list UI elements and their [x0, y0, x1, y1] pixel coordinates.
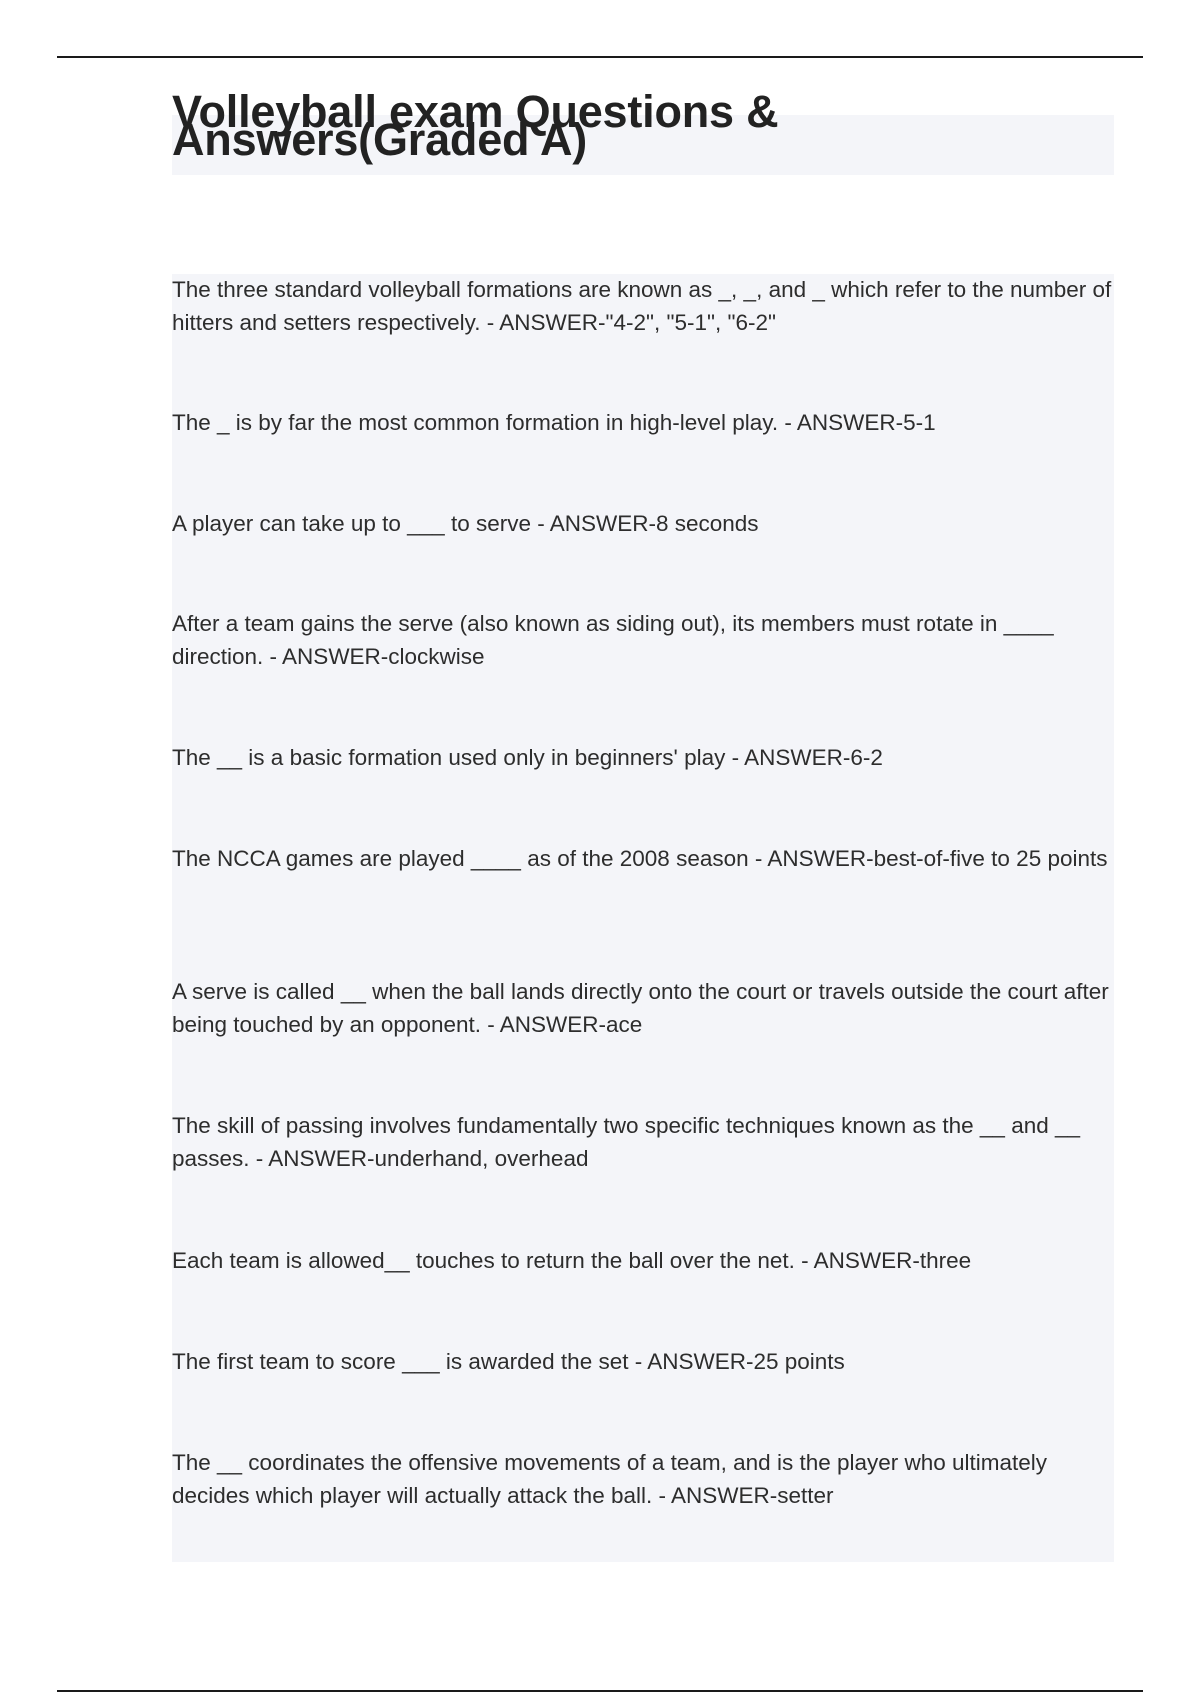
- qa-item-8: The skill of passing involves fundamentally two specific techniques known as the __ and __ passes. - ANSWER-underhand, overhead: [172, 1113, 1081, 1171]
- qa-item-4: After a team gains the serve (also known as siding out), its members must rotate in ____ direction. - ANSWER-clockwise: [172, 611, 1054, 669]
- bottom-divider: [57, 1690, 1143, 1692]
- qa-item-6: The NCCA games are played ____ as of the 2008 season - ANSWER-best-of-five to 25 points: [172, 846, 1108, 871]
- document-title: Volleyball exam Questions & Answers(Graded A): [172, 86, 779, 165]
- qa-item-10: The first team to score ___ is awarded the set - ANSWER-25 points: [172, 1349, 845, 1374]
- qa-item-9: Each team is allowed__ touches to return the ball over the net. - ANSWER-three: [172, 1248, 972, 1273]
- qa-item-1: The three standard volleyball formations are known as _, _, and _ which refer to the number of hitters and setters respectively. - ANSWER-"4-2", "5-1", "6-2": [172, 277, 1112, 335]
- qa-item-7: A serve is called __ when the ball lands directly onto the court or travels outside the court after being touched by an opponent. - ANSWER-ace: [172, 979, 1109, 1037]
- qa-item-2: The _ is by far the most common formation in high-level play. - ANSWER-5-1: [172, 410, 936, 435]
- qa-item-3: A player can take up to ___ to serve - ANSWER-8 seconds: [172, 511, 759, 536]
- qa-item-11: The __ coordinates the offensive movements of a team, and is the player who ultimately decides which player will actually attack the ball. - ANSWER-setter: [172, 1450, 1048, 1508]
- qa-item-5: The __ is a basic formation used only in beginners' play - ANSWER-6-2: [172, 745, 883, 770]
- top-divider: [57, 56, 1143, 58]
